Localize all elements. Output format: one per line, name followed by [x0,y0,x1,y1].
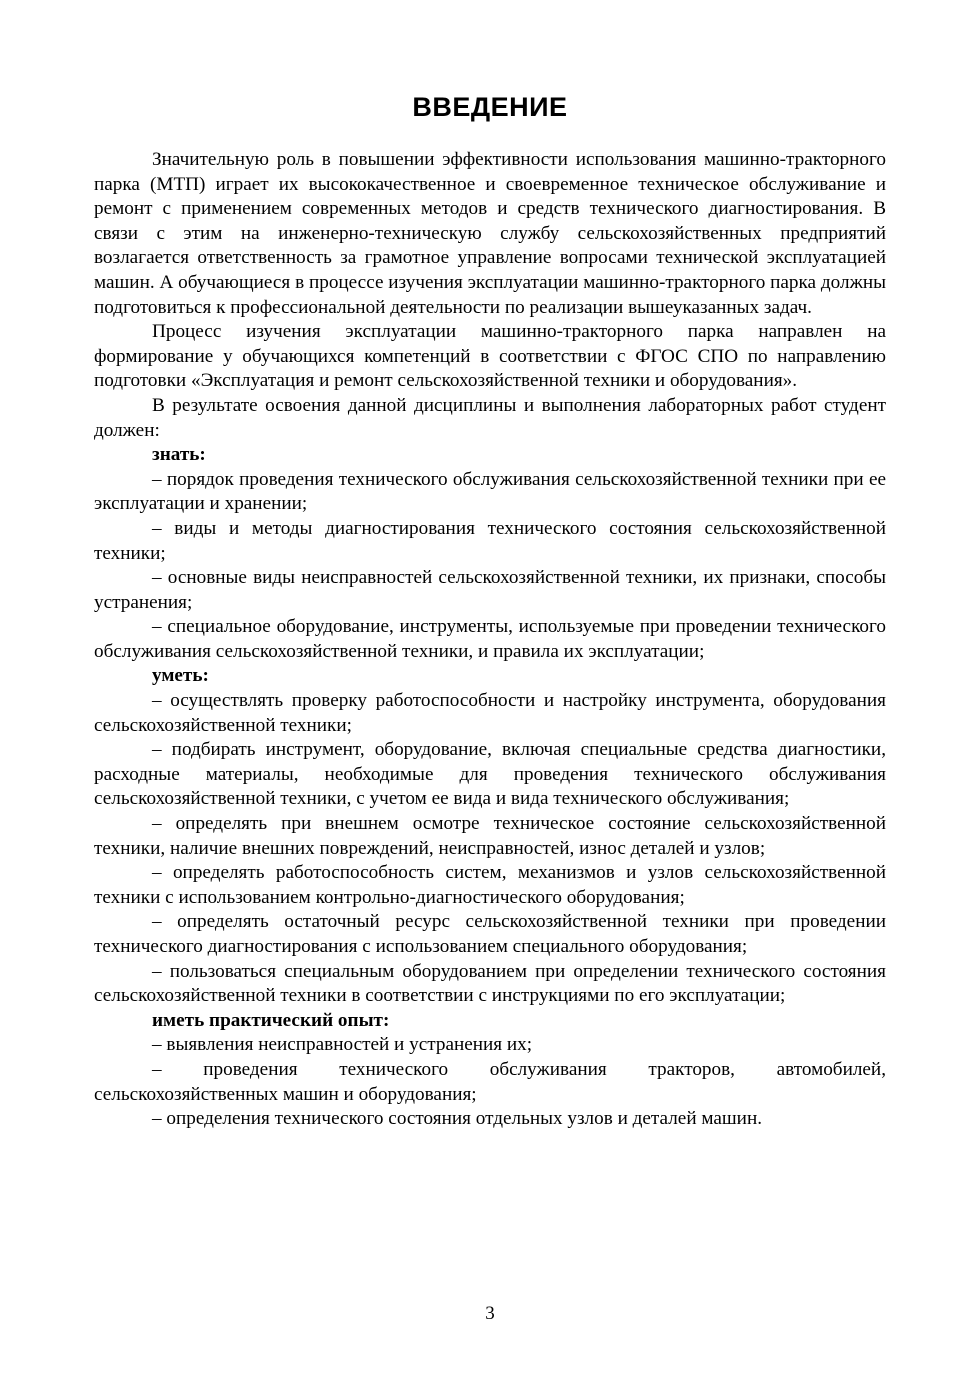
list-item: – определять при внешнем осмотре техническое состояние сельскохозяйственной техники, наличие внешних повреждений, неисправностей, износ деталей и узлов; [94,813,886,859]
body-text [94,148,886,1132]
intro-paragraph: Процесс изучения эксплуатации машинно-тракторного парка направлен на формирование у обучающихся компетенций в соответствии с ФГОС СПО по направлению подготовки «Эксплуатация и ремонт сельскохозяйственной техники и оборудования». [94,321,886,392]
list-item: – основные виды неисправностей сельскохозяйственной техники, их признаки, способы устранения; [94,567,886,613]
section-heading-can: уметь: [152,665,209,687]
section-heading-know: знать: [152,444,206,466]
list-item: – проведения технического обслуживания тракторов, автомобилей, сельскохозяйственных машин и оборудования; [94,1058,886,1105]
list-item: – подбирать инструмент, оборудование, включая специальные средства диагностики, расходные материалы, необходимые для проведения технического обслуживания сельскохозяйственной техники, с учетом ее вида и вида технического обслуживания; [94,739,886,810]
list-item: – определения технического состояния отдельных узлов и деталей машин. [152,1108,763,1130]
list-item: – выявления неисправностей и устранения их; [152,1034,533,1056]
intro-paragraph: В результате освоения данной дисциплины и выполнения лабораторных работ студент должен: [94,394,886,441]
list-item: – пользоваться специальным оборудованием при определении технического состояния сельскохозяйственной техники в соответствии с инструкциями по его эксплуатации; [94,960,886,1007]
page-number: 3 [485,1303,495,1324]
list-item: – осуществлять проверку работоспособности и настройку инструмента, оборудования сельскохозяйственной техники; [94,690,886,736]
list-item: – определять работоспособность систем, механизмов и узлов сельскохозяйственной техники с использованием контрольно-диагностического оборудования; [94,862,886,908]
list-item: – определять остаточный ресурс сельскохозяйственной техники при проведении технического диагностирования с использованием специального оборудования; [94,911,886,957]
intro-paragraph: Значительную роль в повышении эффективности использования машинно-тракторного парка (МТП) играет их высококачественное и своевременное техническое обслуживание и ремонт с применением современных методов и средств технического диагностирования. В связи с этим на инженерно-техническую службу сельскохозяйственных предприятий возлагается ответственность за грамотное управление вопросами технической эксплуатацией машин. А обучающиеся в процессе изучения эксплуатации машинно-тракторного парка должны подготовиться к профессиональной деятельности по реализации вышеуказанных задач. [94,149,886,318]
page-title: ВВЕДЕНИЕ [412,92,568,122]
section-heading-experience: иметь практический опыт: [152,1009,390,1031]
list-item: – виды и методы диагностирования технического состояния сельскохозяйственной техники; [94,517,886,564]
list-item: – специальное оборудование, инструменты, используемые при проведении технического обслуживания сельскохозяйственной техники, и правила их эксплуатации; [94,616,886,662]
list-item: – порядок проведения технического обслуживания сельскохозяйственной техники при ее эксплуатации и хранении; [94,468,886,515]
